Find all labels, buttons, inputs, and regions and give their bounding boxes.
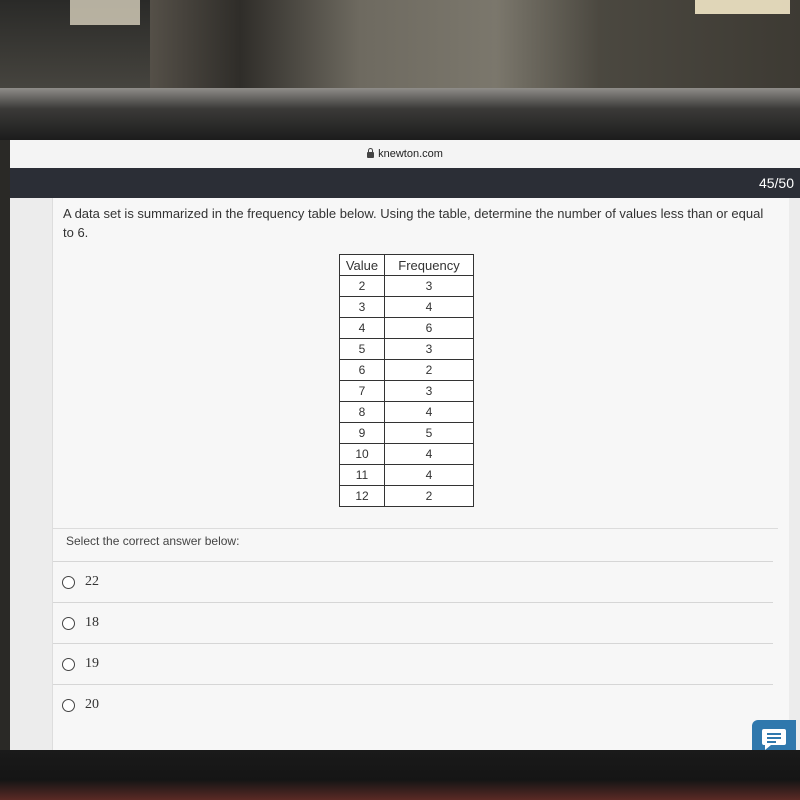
table-row bbox=[340, 465, 474, 486]
frequency-cell: 2 bbox=[385, 486, 474, 507]
table-row bbox=[340, 276, 474, 297]
answer-option-4[interactable] bbox=[53, 684, 773, 725]
tablet-screen bbox=[10, 140, 800, 750]
value-cell: 8 bbox=[340, 402, 385, 423]
answer-option-3[interactable] bbox=[53, 643, 773, 684]
table-row bbox=[340, 297, 474, 318]
answer-option-1[interactable] bbox=[53, 561, 773, 602]
value-cell: 5 bbox=[340, 339, 385, 360]
answer-option-label: 18 bbox=[85, 615, 99, 630]
answer-option-label: 19 bbox=[85, 656, 99, 671]
answer-prompt: Select the correct answer below: bbox=[66, 534, 240, 548]
table-row bbox=[340, 360, 474, 381]
quiz-header bbox=[10, 168, 800, 198]
chat-bubble-icon bbox=[761, 727, 787, 751]
section-divider bbox=[53, 528, 778, 529]
ceiling-light bbox=[70, 0, 140, 25]
answer-option-label: 22 bbox=[85, 574, 99, 589]
frequency-cell: 3 bbox=[385, 276, 474, 297]
value-cell: 4 bbox=[340, 318, 385, 339]
column-header: Frequency bbox=[385, 255, 474, 276]
table-row bbox=[340, 444, 474, 465]
table-row bbox=[340, 402, 474, 423]
table-row bbox=[340, 381, 474, 402]
value-cell: 3 bbox=[340, 297, 385, 318]
value-cell: 11 bbox=[340, 465, 385, 486]
value-cell: 10 bbox=[340, 444, 385, 465]
tablet-bezel-top bbox=[0, 88, 800, 140]
tablet-bezel-bottom bbox=[0, 750, 800, 800]
frequency-cell: 2 bbox=[385, 360, 474, 381]
lock-icon bbox=[367, 152, 374, 158]
table-row bbox=[340, 486, 474, 507]
table-header-row bbox=[340, 255, 474, 276]
frequency-table bbox=[339, 254, 474, 507]
frequency-cell: 3 bbox=[385, 381, 474, 402]
radio-button[interactable] bbox=[62, 576, 75, 589]
value-cell: 7 bbox=[340, 381, 385, 402]
question-card bbox=[52, 198, 789, 750]
frequency-cell: 4 bbox=[385, 402, 474, 423]
frequency-cell: 6 bbox=[385, 318, 474, 339]
answer-option-2[interactable] bbox=[53, 602, 773, 643]
table-row bbox=[340, 339, 474, 360]
question-text: A data set is summarized in the frequency table below. Using the table, determine the number of values less than or equal to 6. bbox=[63, 206, 764, 240]
value-cell: 12 bbox=[340, 486, 385, 507]
column-header: Value bbox=[340, 255, 385, 276]
url-text: knewton.com bbox=[378, 148, 443, 160]
frequency-cell: 3 bbox=[385, 339, 474, 360]
value-cell: 9 bbox=[340, 423, 385, 444]
frequency-cell: 4 bbox=[385, 465, 474, 486]
frequency-cell: 4 bbox=[385, 444, 474, 465]
answer-option-label: 20 bbox=[85, 697, 99, 712]
table-row bbox=[340, 423, 474, 444]
ceiling-light bbox=[695, 0, 790, 14]
radio-button[interactable] bbox=[62, 658, 75, 671]
radio-button[interactable] bbox=[62, 617, 75, 630]
radio-button[interactable] bbox=[62, 699, 75, 712]
value-cell: 2 bbox=[340, 276, 385, 297]
frequency-cell: 4 bbox=[385, 297, 474, 318]
question-progress: 45/50 bbox=[758, 175, 794, 191]
address-bar[interactable] bbox=[10, 140, 800, 168]
value-cell: 6 bbox=[340, 360, 385, 381]
table-row bbox=[340, 318, 474, 339]
frequency-cell: 5 bbox=[385, 423, 474, 444]
